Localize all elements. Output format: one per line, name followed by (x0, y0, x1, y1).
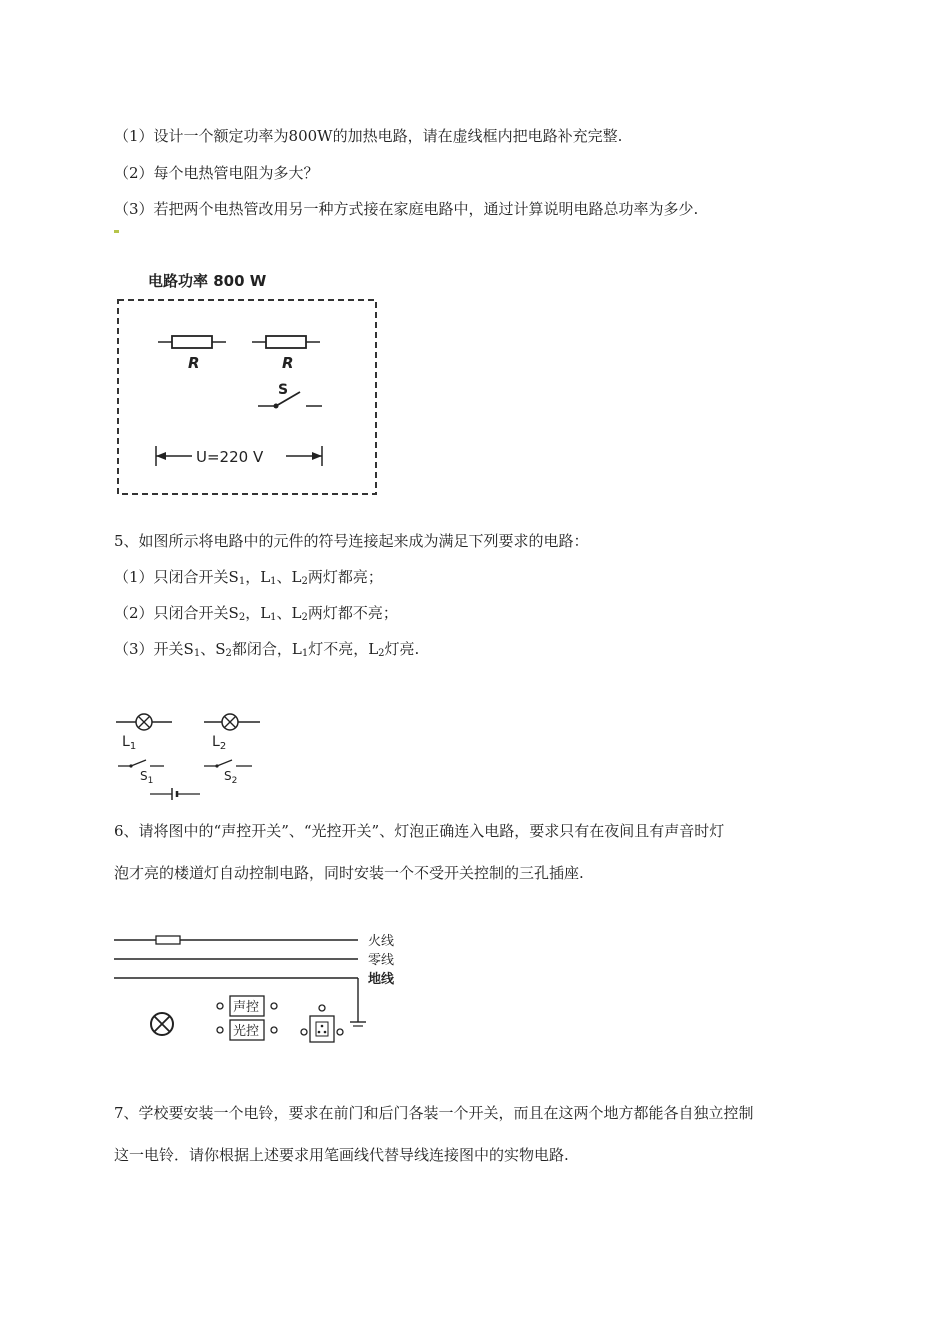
lamp-2-label: $L_2$ (212, 734, 227, 752)
heating-circuit-figure (110, 262, 390, 502)
battery-symbol (150, 788, 200, 800)
lamp-1-symbol (116, 714, 172, 730)
fuse-symbol (156, 936, 180, 944)
q5-condition-1: （1）只闭合开关$S_1$，$L_1$、$L_2$两灯都亮； (114, 568, 383, 587)
light-switch-label: 光控 (233, 1024, 260, 1039)
edit-mark (114, 230, 119, 233)
q5-condition-2: （2）只闭合开关$S_2$，$L_1$、$L_2$两灯都不亮； (114, 604, 398, 623)
switch-label: S (278, 382, 289, 398)
q5-components-figure (112, 708, 272, 808)
ground-wire-label: 地线 (368, 972, 395, 987)
lamp-1-label: $L_1$ (122, 734, 137, 752)
resistor-1 (158, 336, 226, 348)
q7-line-2: 这一电铃．请你根据上述要求用笔画线代替导线连接图中的实物电路. (114, 1146, 569, 1164)
q7-line-1: 7、学校要安装一个电铃，要求在前门和后门各装一个开关，而且在这两个地方都能各自独立控制 (114, 1104, 754, 1122)
resistor-1-label: R (188, 354, 200, 372)
bulb-symbol (151, 1013, 173, 1035)
stairway-circuit-figure (112, 926, 412, 1050)
switch-symbol (258, 392, 322, 409)
switch-2-label: $S_2$ (224, 769, 238, 786)
resistor-2-label: R (282, 354, 294, 372)
sound-switch-label: 声控 (233, 1000, 260, 1015)
q5-condition-3: （3）开关$S_1$、$S_2$都闭合，$L_1$灯不亮，$L_2$灯亮. (114, 640, 420, 659)
lamp-2-symbol (204, 714, 260, 730)
voltage-label: U=220 V (196, 448, 264, 466)
q4-part1: （1）设计一个额定功率为800W的加热电路，请在虚线框内把电路补充完整. (114, 127, 623, 145)
switch-2-symbol (204, 760, 252, 768)
circuit-title: 电路功率 800 W (148, 272, 267, 290)
q6-line-2: 泡才亮的楼道灯自动控制电路，同时安装一个不受开关控制的三孔插座. (114, 864, 584, 882)
q6-line-1: 6、请将图中的“声控开关”、“光控开关”、灯泡正确连入电路，要求只有在夜间且有声音时灯 (114, 822, 725, 840)
q5-intro: 5、如图所示将电路中的元件的符号连接起来成为满足下列要求的电路： (114, 532, 589, 550)
switch-1-symbol (118, 760, 164, 768)
resistor-2 (252, 336, 320, 348)
neutral-wire-label: 零线 (368, 953, 395, 968)
live-wire-label: 火线 (368, 934, 395, 949)
switch-1-label: $S_1$ (140, 769, 154, 786)
three-hole-socket-icon (301, 1005, 343, 1042)
q4-part3: （3）若把两个电热管改用另一种方式接在家庭电路中，通过计算说明电路总功率为多少. (114, 200, 699, 218)
q4-part2: （2）每个电热管电阻为多大？ (114, 164, 319, 182)
